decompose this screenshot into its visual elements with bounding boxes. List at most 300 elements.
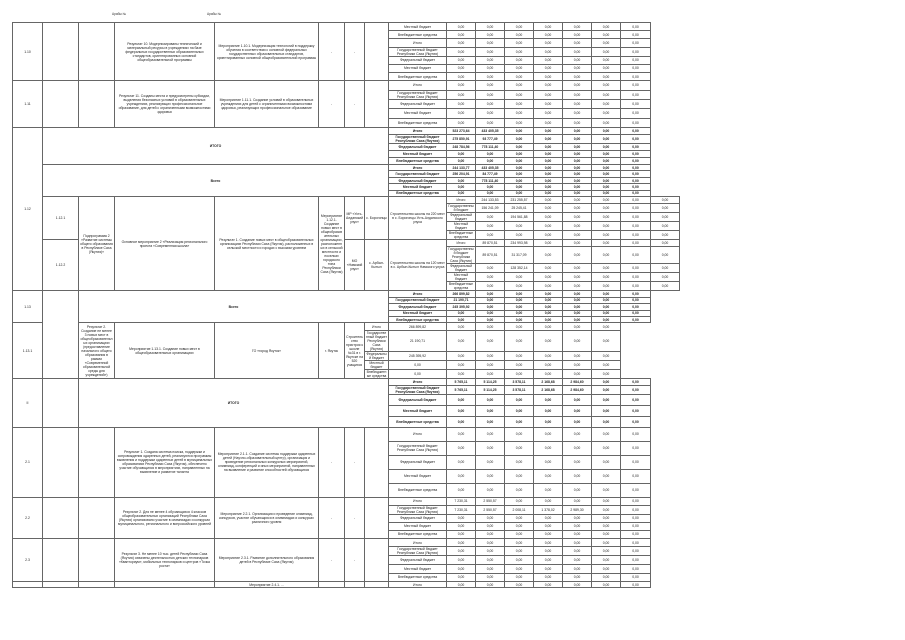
amount-cell: 0,00 xyxy=(592,564,621,573)
row-number: 1.12 xyxy=(13,128,43,291)
amount-cell: 0,00 xyxy=(505,177,534,183)
amount-cell: 0,00 xyxy=(592,505,621,514)
amount-cell: 0,00 xyxy=(505,530,534,538)
funding-source-label: Местный бюджет xyxy=(365,360,389,369)
amount-cell: 0,00 xyxy=(563,177,592,183)
amount-cell: 0,00 xyxy=(563,128,592,135)
funding-source-label: Федеральный бюджет xyxy=(389,556,447,565)
amount-cell: 0,00 xyxy=(621,310,651,316)
control-cell xyxy=(365,23,389,81)
funding-source-label: Федеральный бюджет xyxy=(389,394,447,405)
amount-cell: 0,00 xyxy=(592,323,621,330)
amount-cell: 0,00 xyxy=(534,128,563,135)
amount-cell: 0,00 xyxy=(563,56,592,64)
amount-cell: 0,00 xyxy=(592,310,621,316)
funding-source-label: Местный бюджет xyxy=(389,109,447,118)
funding-source-label: Внебюджетные средства xyxy=(389,31,447,39)
amount-cell: 0,00 xyxy=(447,310,476,316)
amount-cell: 0,00 xyxy=(592,547,621,556)
amount-cell: 0,00 xyxy=(592,231,621,240)
amount-cell: 0,00 xyxy=(447,109,476,118)
amount-cell: 0,00 xyxy=(563,165,592,171)
amount-cell: 0,00 xyxy=(447,538,476,547)
amount-cell: 0,00 xyxy=(621,416,651,427)
responsible-cell: - xyxy=(345,538,365,581)
amount-cell: 0,00 xyxy=(563,547,592,556)
amount-cell: 0,00 xyxy=(563,556,592,565)
amount-cell: 0,00 xyxy=(563,297,592,303)
amount-cell: 0,00 xyxy=(592,264,621,273)
amount-cell: 0,00 xyxy=(447,31,476,39)
row-number: 2.3 xyxy=(13,538,43,581)
funding-source-label: Федеральный бюджет xyxy=(389,56,447,64)
row-number: II xyxy=(13,378,43,427)
result-cell xyxy=(79,23,115,81)
table-row xyxy=(13,582,680,588)
amount-cell: 0,00 xyxy=(651,231,680,240)
amount-cell: 0,00 xyxy=(505,455,534,469)
amount-cell: 0,00 xyxy=(621,522,651,530)
amount-cell: 0,00 xyxy=(563,264,592,273)
amount-cell: 0,00 xyxy=(476,264,505,273)
amount-cell: 0,00 xyxy=(505,360,534,369)
amount-cell: 433 405,35 xyxy=(476,128,505,135)
row-number: 1.12.1 xyxy=(43,197,79,240)
amount-cell: 0,00 xyxy=(534,213,563,222)
amount-cell: 0,00 xyxy=(592,573,621,582)
funding-source-label: Федеральный бюджет xyxy=(447,264,476,273)
amount-cell: 0,00 xyxy=(534,291,563,297)
funding-source-label: Местный бюджет xyxy=(389,23,447,31)
amount-cell: 0,00 xyxy=(447,158,476,165)
amount-cell: 0,00 xyxy=(621,64,651,72)
amount-cell: 0,00 xyxy=(505,304,534,310)
amount-cell: 0,00 xyxy=(505,184,534,190)
amount-cell: 0,00 xyxy=(621,31,651,39)
amount-cell: 0,00 xyxy=(389,369,447,378)
amount-cell: 0,00 xyxy=(534,416,563,427)
amount-cell: 0,00 xyxy=(621,47,651,56)
amount-cell: 0,00 xyxy=(505,190,534,196)
amount-cell: 0,00 xyxy=(621,90,651,99)
amount-cell: 0,00 xyxy=(592,99,621,108)
vsego-label: Всего xyxy=(43,165,389,197)
amount-cell: 0,00 xyxy=(505,128,534,135)
amount-cell: 0,00 xyxy=(447,573,476,582)
table-row xyxy=(13,323,680,330)
amount-cell: 0,00 xyxy=(563,497,592,505)
measure-description: Мероприятие 2.3.1. Развитие дополнительного образования детей в Республике Саха (Якутия) xyxy=(215,538,319,581)
amount-cell: 0,00 xyxy=(505,369,534,378)
amount-cell: 0,00 xyxy=(592,171,621,177)
funding-source-label: Федеральный бюджет xyxy=(366,351,387,360)
amount-cell: 0,00 xyxy=(621,505,651,514)
amount-cell: 0,00 xyxy=(534,231,563,240)
amount-cell: 0,00 xyxy=(621,177,651,183)
amount-cell: 0,00 xyxy=(592,247,621,264)
settlement-cell: с. Арбын-Кытыл xyxy=(365,240,389,291)
amount-cell: 0,00 xyxy=(476,405,505,416)
amount-cell: 0,00 xyxy=(621,556,651,565)
amount-cell: 0,00 xyxy=(505,90,534,99)
amount-cell: 128 352,14 xyxy=(505,264,534,273)
amount-cell: 0,00 xyxy=(621,427,651,441)
amount-cell: 0,00 xyxy=(505,330,534,351)
amount-cell: 0,00 xyxy=(592,369,621,378)
amount-cell: 2 008,11 xyxy=(505,505,534,514)
amount-cell: 0,00 xyxy=(447,99,476,108)
amount-cell: 0,00 xyxy=(534,530,563,538)
amount-cell: 0,00 xyxy=(476,39,505,47)
amount-cell: 0,00 xyxy=(476,291,505,297)
funding-source-label: Федеральный бюджет xyxy=(389,514,447,522)
amount-cell: 0,00 xyxy=(476,47,505,56)
amount-cell: 5 114,25 xyxy=(476,378,505,385)
amount-cell: 0,00 xyxy=(505,483,534,497)
control-cell xyxy=(365,427,389,497)
amount-cell: 156 241,09 xyxy=(476,204,505,213)
amount-cell: 0,00 xyxy=(592,213,621,222)
amount-cell: 266 899,82 xyxy=(447,291,476,297)
amount-cell: 0,00 xyxy=(621,109,651,118)
amount-cell: 0,00 xyxy=(505,273,534,282)
amount-cell: 0,00 xyxy=(592,441,621,455)
amount-cell: 0,00 xyxy=(621,538,651,547)
amount-cell: 5 765,11 xyxy=(447,378,476,385)
amount-cell: 0,00 xyxy=(563,369,592,378)
row-number: 1.10 xyxy=(13,23,43,81)
funding-source-label: Внебюджетные средства xyxy=(389,190,447,196)
amount-cell: 0,00 xyxy=(621,469,651,483)
amount-cell: 248 784,56 xyxy=(447,144,476,151)
measure-description: Мероприятие 1.12.1. Создание новых мест в общеобразовательных организациях, расположенных в сельской местности и поселках городского типа Республики Саха (Якутия) xyxy=(319,197,345,291)
amount-cell: 0,00 xyxy=(563,538,592,547)
amount-cell: 0,00 xyxy=(592,405,621,416)
funding-source-label: Внебюджетные средства xyxy=(389,72,447,80)
amount-cell: 0,00 xyxy=(563,416,592,427)
amount-cell: 0,00 xyxy=(534,197,563,204)
funding-source-label: Итого xyxy=(389,39,447,47)
funding-source-label: Внебюджетные средства xyxy=(389,118,447,127)
amount-cell: 0,00 xyxy=(476,310,505,316)
funding-source-label: Итого xyxy=(365,323,389,330)
amount-cell: 0,00 xyxy=(592,351,621,360)
amount-cell: 0,00 xyxy=(621,483,651,497)
funding-source-label: Государственный бюджет xyxy=(448,204,474,213)
amount-cell: 0,00 xyxy=(592,23,621,31)
amount-cell: 0,00 xyxy=(563,316,592,322)
amount-cell: 0,00 xyxy=(563,90,592,99)
responsible-cell xyxy=(345,582,365,588)
amount-cell: 0,00 xyxy=(563,99,592,108)
amount-cell: 0,00 xyxy=(505,72,534,80)
amount-cell: 0,00 xyxy=(592,360,621,369)
amount-cell: 266 899,82 xyxy=(389,323,447,330)
amount-cell: 0,00 xyxy=(621,530,651,538)
amount-cell: 0,00 xyxy=(592,522,621,530)
amount-cell: 0,00 xyxy=(476,304,505,310)
amount-cell: 0,00 xyxy=(621,213,651,222)
row-number xyxy=(13,582,43,588)
amount-cell: 0,00 xyxy=(447,47,476,56)
amount-cell: 0,00 xyxy=(592,497,621,505)
amount-cell: 0,00 xyxy=(592,56,621,64)
amount-cell: 0,00 xyxy=(505,405,534,416)
amount-cell: 0,00 xyxy=(621,497,651,505)
amount-cell: 523 273,64 xyxy=(447,128,476,135)
budget-table xyxy=(12,22,680,588)
amount-cell: 0,00 xyxy=(505,556,534,565)
amount-cell: 0,00 xyxy=(621,282,651,291)
responsible-cell: - xyxy=(319,538,345,581)
amount-cell: 0,00 xyxy=(505,514,534,522)
amount-cell: 0,00 xyxy=(651,222,680,231)
settlement-cell: г. Якутск xyxy=(319,323,345,378)
municipality-cell: МО «Намский улус» xyxy=(345,240,365,291)
amount-cell: 0,00 xyxy=(505,323,534,330)
measure-description: Мероприятие 2.4.1. ... xyxy=(215,582,319,588)
funding-source-label: Государственный бюджет Республики Саха (Якутия) xyxy=(389,135,447,144)
amount-cell: 0,00 xyxy=(447,455,476,469)
measure-description: Мероприятие 2.1.1. Создание системы поддержки одаренных детей (Научно-образовательный центр), организация и проведение региональных конкурсных мероприятий, олимпиад, конференций и иных мероприятий, направленных на выявление и развитие способностей обучающихся xyxy=(215,427,319,497)
amount-cell: 31 317,09 xyxy=(505,247,534,264)
amount-cell: 0,00 xyxy=(563,190,592,196)
event-description: Результат 10. Модернизированы технический и материальный ресурсы в учреждениях на базе федеральных государственных образовательных стандартов, ориентированных основной общеобразовательной программы xyxy=(115,23,215,81)
funding-source-label: Итого xyxy=(389,81,447,90)
amount-cell: 234 993,98 xyxy=(505,240,534,247)
amount-cell: 0,00 xyxy=(651,240,680,247)
amount-cell: 0,00 xyxy=(534,273,563,282)
amount-cell: 0,00 xyxy=(534,351,563,360)
amount-cell: 0,00 xyxy=(447,90,476,99)
funding-source-label: Местный бюджет xyxy=(389,564,447,573)
responsible-cell: - xyxy=(319,427,345,497)
amount-cell: 0,00 xyxy=(534,522,563,530)
event-description: Результат 2. Создание не менее 3 новых мест в общеобразовательных организациях (предоставление начального общего образования в рамках «Современной образовательной среды для учреждений») xyxy=(79,323,115,378)
amount-cell: 0,00 xyxy=(476,99,505,108)
amount-cell: 0,00 xyxy=(505,118,534,127)
amount-cell: 0,00 xyxy=(621,385,651,394)
amount-cell: 0,00 xyxy=(505,81,534,90)
amount-cell: 0,00 xyxy=(592,151,621,158)
amount-cell: 0,00 xyxy=(621,81,651,90)
amount-cell: 0,00 xyxy=(621,222,651,231)
amount-cell: 2 550,57 xyxy=(476,505,505,514)
amount-cell: 0,00 xyxy=(621,441,651,455)
amount-cell: 0,00 xyxy=(592,316,621,322)
funding-source-label: Местный бюджет xyxy=(389,310,447,316)
amount-cell: 0,00 xyxy=(505,151,534,158)
amount-cell: 0,00 xyxy=(563,291,592,297)
amount-cell: 0,00 xyxy=(563,351,592,360)
amount-cell: 0,00 xyxy=(563,441,592,455)
amount-cell: 93 777,49 xyxy=(476,135,505,144)
amount-cell: 0,00 xyxy=(563,39,592,47)
amount-cell: 231 255,57 xyxy=(505,197,534,204)
amount-cell: 0,00 xyxy=(592,72,621,80)
amount-cell: 778 111,40 xyxy=(476,177,505,183)
amount-cell: 0,00 xyxy=(563,573,592,582)
amount-cell: 0,00 xyxy=(592,184,621,190)
amount-cell: 0,00 xyxy=(447,564,476,573)
amount-cell: 0,00 xyxy=(592,222,621,231)
amount-cell: 0,00 xyxy=(592,556,621,565)
amount-cell: 0,00 xyxy=(505,222,534,231)
funding-source-label: Государственный бюджет xyxy=(389,171,447,177)
amount-cell: 0,00 xyxy=(534,264,563,273)
amount-cell: 0,00 xyxy=(534,455,563,469)
amount-cell: 0,00 xyxy=(505,394,534,405)
amount-cell: 0,00 xyxy=(534,394,563,405)
amount-cell: 0,00 xyxy=(505,144,534,151)
event-description: Результат 3. Не менее 10 тыс. детей Республики Саха (Якутия) охвачены деятельностью детских технопарков «Кванториум», мобильных технопарков и центров «Точка роста» xyxy=(115,538,215,581)
amount-cell: 0,00 xyxy=(505,297,534,303)
amount-cell: 0,00 xyxy=(534,64,563,72)
funding-source-label: Федеральный бюджет xyxy=(389,99,447,108)
amount-cell: 0,00 xyxy=(447,177,476,183)
amount-cell: 0,00 xyxy=(505,497,534,505)
amount-cell: 0,00 xyxy=(476,273,505,282)
amount-cell: 0,00 xyxy=(476,222,505,231)
amount-cell: 0,00 xyxy=(534,240,563,247)
event-description: Результат 2. Для не менее 4 обучающихся 4 классов общеобразовательных организаций Республики Саха (Якутия) организовано участие в олимпиадах и конкурсах муниципального, регионального и всероссийского уровней xyxy=(115,497,215,538)
amount-cell: 0,00 xyxy=(447,118,476,127)
amount-cell: 0,00 xyxy=(476,522,505,530)
amount-cell: 0,00 xyxy=(534,151,563,158)
amount-cell: 0,00 xyxy=(447,360,476,369)
amount-cell: 0,00 xyxy=(592,177,621,183)
amount-cell: 2 989,30 xyxy=(563,505,592,514)
amount-cell: 0,00 xyxy=(621,240,651,247)
amount-cell: 0,00 xyxy=(505,582,534,588)
amount-cell: 0,00 xyxy=(563,240,592,247)
program-cell xyxy=(43,81,79,128)
funding-source-label: Местный бюджет xyxy=(389,64,447,72)
responsible-cell xyxy=(319,582,345,588)
responsible-cell: - xyxy=(319,497,345,538)
event-description: Результат 1. Создание новых мест в общеобразовательных организациях Республики Саха (Якутия), расположенных в сельской местности и городах с высоким уровнем xyxy=(215,197,319,291)
funding-source-label: Внебюджетные средства xyxy=(389,416,447,427)
amount-cell: 0,00 xyxy=(447,405,476,416)
amount-cell: 0,00 xyxy=(563,360,592,369)
result-cell xyxy=(79,81,115,128)
amount-cell: 0,00 xyxy=(505,56,534,64)
amount-cell: 0,00 xyxy=(476,369,505,378)
amount-cell: 0,00 xyxy=(476,297,505,303)
amount-cell: 0,00 xyxy=(621,128,651,135)
amount-cell: 0,00 xyxy=(621,197,651,204)
amount-cell: 0,00 xyxy=(447,190,476,196)
amount-cell: 21 190,71 xyxy=(389,330,447,351)
amount-cell: 0,00 xyxy=(534,165,563,171)
amount-cell: 0,00 xyxy=(563,171,592,177)
amount-cell: 0,00 xyxy=(534,171,563,177)
amount-cell: 0,00 xyxy=(534,118,563,127)
funding-source-label: Государственный бюджет Республики Саха (Якутия) xyxy=(389,385,447,394)
amount-cell: 0,00 xyxy=(621,23,651,31)
amount-cell: 84 777,49 xyxy=(476,171,505,177)
amount-cell: 0,00 xyxy=(534,56,563,64)
amount-cell: 0,00 xyxy=(592,582,621,588)
amount-cell: 0,00 xyxy=(621,118,651,127)
amount-cell: 0,00 xyxy=(592,385,621,394)
amount-cell: 0,00 xyxy=(592,240,621,247)
amount-cell: 0,00 xyxy=(505,538,534,547)
amount-cell: 0,00 xyxy=(447,416,476,427)
table-row xyxy=(13,81,680,90)
measure-description: Мероприятие 1.10.1. Модернизация технологий в поддержку обучения в соответствии с основной федеральных государственных образовательных стандартов, ориентированных основной общеобразовательной программы xyxy=(215,23,319,81)
amount-cell: 0,00 xyxy=(505,282,534,291)
amount-cell: 0,00 xyxy=(476,316,505,322)
amount-cell: 0,00 xyxy=(592,47,621,56)
amount-cell: 256 204,91 xyxy=(447,171,476,177)
amount-cell: 0,00 xyxy=(621,99,651,108)
amount-cell: 0,00 xyxy=(534,23,563,31)
amount-cell: 0,00 xyxy=(534,282,563,291)
amount-cell: 0,00 xyxy=(505,64,534,72)
amount-cell: 0,00 xyxy=(621,39,651,47)
amount-cell: 0,00 xyxy=(621,316,651,322)
row-number: 2.2 xyxy=(13,497,43,538)
amount-cell: 0,00 xyxy=(534,469,563,483)
amount-cell: 0,00 xyxy=(621,573,651,582)
table-row xyxy=(13,538,680,547)
funding-source-label: Итого xyxy=(389,291,447,297)
table-row xyxy=(13,378,680,385)
amount-cell: 0,00 xyxy=(476,441,505,455)
table-row xyxy=(13,23,680,31)
amount-cell: 0,00 xyxy=(592,128,621,135)
amount-cell: 0,00 xyxy=(534,109,563,118)
amount-cell: 244 133,53 xyxy=(476,197,505,204)
amount-cell: 0,00 xyxy=(563,47,592,56)
amount-cell: 0,00 xyxy=(563,530,592,538)
amount-cell: 7 230,31 xyxy=(447,505,476,514)
amount-cell: 0,00 xyxy=(563,31,592,39)
funding-source-label: Местный бюджет xyxy=(389,151,447,158)
amount-cell: 3 578,11 xyxy=(505,378,534,385)
funding-source-label: Государственный бюджет Республики Саха (Якутия) xyxy=(389,441,447,455)
amount-cell: 0,00 xyxy=(505,23,534,31)
program-cell xyxy=(43,538,79,581)
amount-cell: 0,00 xyxy=(534,556,563,565)
amount-cell: 0,00 xyxy=(621,171,651,177)
amount-cell: 0,00 xyxy=(447,582,476,588)
amount-cell: 2 984,60 xyxy=(563,378,592,385)
amount-cell: 0,00 xyxy=(621,405,651,416)
amount-cell: 0,00 xyxy=(447,23,476,31)
event-description: Результат 11. Созданы места и предусмотрены субсидии, выделения безопасных условий в образовательных учреждениях, реализующих профессиональное образование, для детей с ограниченными возможностями здоровья xyxy=(115,81,215,128)
municipality-cell: ГО «город Якутск» xyxy=(215,323,319,378)
amount-cell: 0,00 xyxy=(563,213,592,222)
amount-cell: 0,00 xyxy=(534,297,563,303)
amount-cell: 0,00 xyxy=(447,39,476,47)
amount-cell: 0,00 xyxy=(563,427,592,441)
funding-source-label: Федеральный бюджет xyxy=(389,455,447,469)
amount-cell: 0,00 xyxy=(534,483,563,497)
amount-cell: 0,00 xyxy=(476,81,505,90)
amount-cell: 0,00 xyxy=(651,213,680,222)
amount-cell: 194 561,88 xyxy=(505,213,534,222)
funding-source-label: Внебюджетные средства xyxy=(365,369,389,378)
amount-cell: 5 114,25 xyxy=(476,385,505,394)
amount-cell: 21 190,71 xyxy=(447,297,476,303)
amount-cell: 0,00 xyxy=(505,573,534,582)
amount-cell: 0,00 xyxy=(563,118,592,127)
amount-cell: 0,00 xyxy=(447,530,476,538)
amount-cell: 0,00 xyxy=(447,556,476,565)
amount-cell: 0,00 xyxy=(476,427,505,441)
